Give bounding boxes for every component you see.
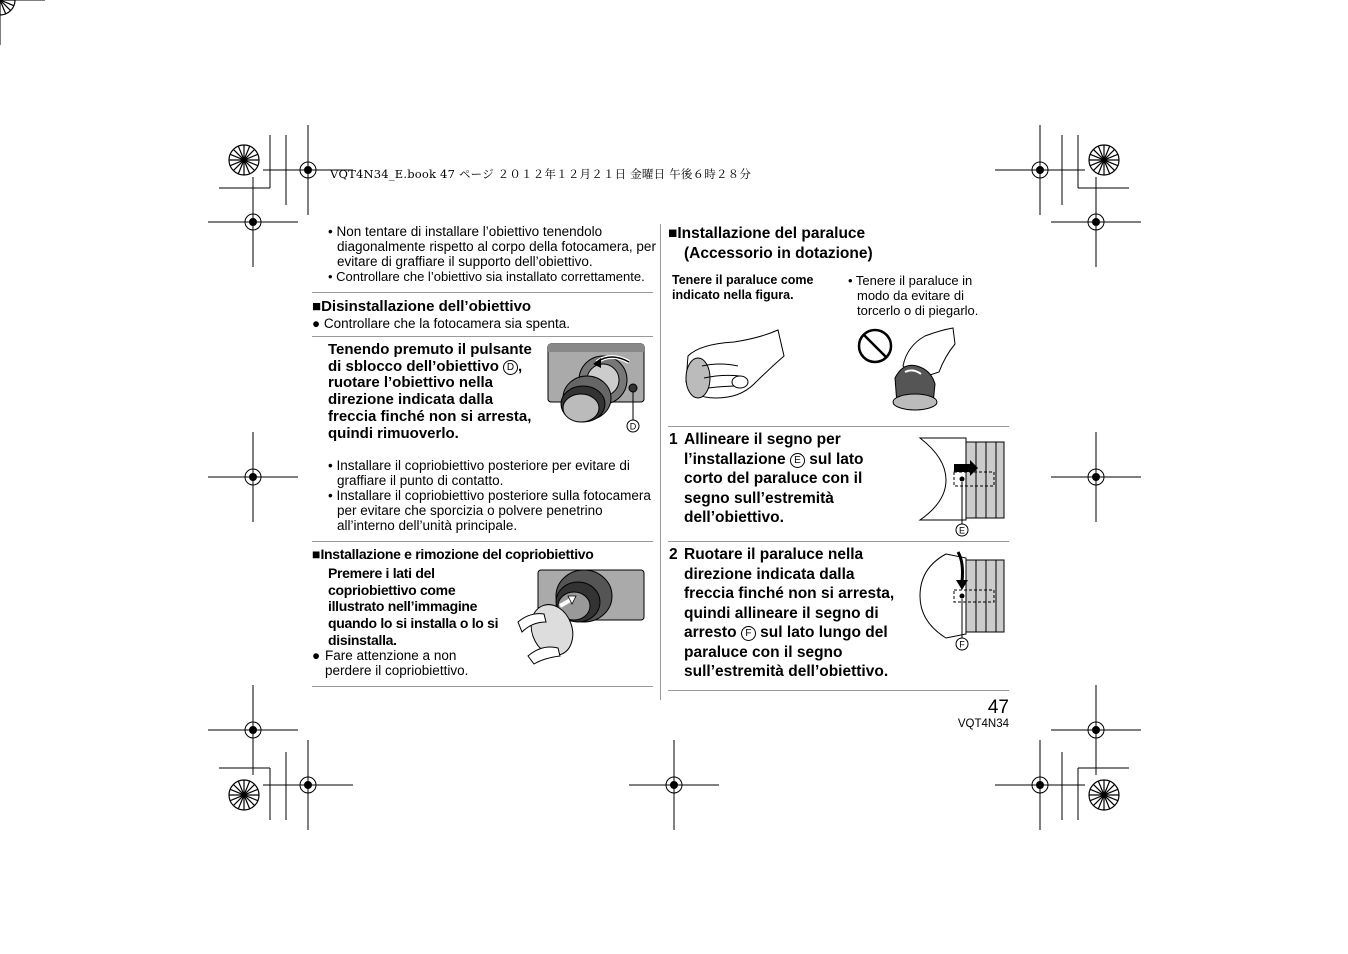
step-2-text (684, 545, 906, 682)
page-header: VQT4N34_E.book 47 ページ ２０１２年１２月２１日 金曜日 午後６時２８分 (330, 167, 752, 181)
removal-note: Controllare che la fotocamera sia spenta. (323, 316, 571, 331)
bullet-item: • Tenere il paraluce in modo da evitare di torcerlo o di piegarlo. (848, 273, 979, 318)
hood-heading (668, 224, 873, 264)
bullet-item: • Installare il copriobiettivo posteriore per evitare di graffiare il punto di contatto. (328, 458, 630, 488)
section-heading (312, 546, 594, 562)
step-1-text (684, 430, 904, 528)
cap-note: Fare attenzione a non perdere il copriobiettivo. (325, 648, 469, 678)
step-2-text-a: Ruotare il paraluce nella direzione indicata dalla freccia finché non si arresta, quindi allineare il segno di arresto (684, 546, 895, 641)
step-2-text-b: sul lato lungo del paraluce con il segno sull’estremità dell’obiettivo. (684, 624, 889, 680)
lens-removal-illustration (545, 340, 653, 438)
marker-e: E (790, 453, 805, 468)
hood-title-line2: (Accessorio in dotazione) (684, 245, 873, 262)
square-bullet-icon: ■ (668, 225, 678, 242)
bullet-item: • Controllare che l’obiettivo sia installato correttamente. (328, 269, 645, 284)
section-divider (668, 690, 1009, 691)
lens-cap-illustration (514, 568, 646, 666)
hood-align-illustration (916, 432, 1008, 540)
section-heading (312, 298, 531, 315)
removal-step (328, 342, 536, 442)
label-f: F (959, 639, 965, 650)
section-divider (312, 292, 653, 293)
note-line (312, 648, 497, 678)
page-number: 47 (987, 697, 1009, 718)
removal-title: Disinstallazione dell’obiettivo (321, 298, 532, 315)
hood-title-line1: Installazione del paraluce (677, 225, 866, 242)
dot-bullet-icon: ● (312, 316, 321, 331)
hood-hold-correct-illustration (680, 326, 790, 404)
marker-d: D (503, 360, 518, 375)
step-number: 2 (669, 546, 678, 563)
note-line (312, 316, 570, 331)
column-divider (660, 224, 661, 700)
cap-title: Installazione e rimozione del copriobiettivo (320, 546, 594, 562)
removal-step-text-b: , ruotare l’obiettivo nella direzione indicata dalla freccia finché non si arresta, quindi rimuoverlo. (328, 357, 532, 442)
step-1-text-a: Allineare il segno per l’installazione (684, 431, 841, 468)
hold-instruction: Tenere il paraluce come indicato nella figura. (672, 273, 814, 302)
section-divider (312, 686, 653, 687)
dot-bullet-icon: ● (312, 648, 321, 663)
step-1-text-b: sul lato corto del paraluce con il segno sull’estremità dell’obiettivo. (684, 450, 864, 526)
cap-step: Premere i lati del copriobiettivo come illustrato nell’immagine quando lo si installa o lo si disinstalla. (328, 565, 499, 648)
section-divider (312, 336, 653, 337)
section-divider (668, 541, 1009, 542)
square-bullet-icon: ■ (312, 298, 322, 315)
step-number: 1 (669, 431, 678, 448)
label-d: D (629, 421, 637, 432)
section-divider (668, 426, 1009, 427)
square-bullet-icon: ■ (312, 546, 321, 562)
model-code: VQT4N34 (957, 718, 1009, 730)
section-divider (312, 541, 653, 542)
hood-hold-wrong-illustration (855, 326, 965, 414)
removal-step-text-a: Tenendo premuto il pulsante di sblocco dell’obiettivo (328, 341, 532, 375)
bullet-item: • Non tentare di installare l’obiettivo tenendolo diagonalmente rispetto al corpo della fotocamera, per evitare di graffiare il supporto dell’obiettivo. (328, 224, 656, 269)
bullet-item: • Installare il copriobiettivo posteriore sulla fotocamera per evitare che sporcizia o polvere penetrino all’interno dell’unità principale. (328, 488, 651, 533)
marker-f: F (741, 626, 756, 641)
label-e: E (958, 525, 966, 536)
hood-rotate-illustration (916, 548, 1008, 656)
